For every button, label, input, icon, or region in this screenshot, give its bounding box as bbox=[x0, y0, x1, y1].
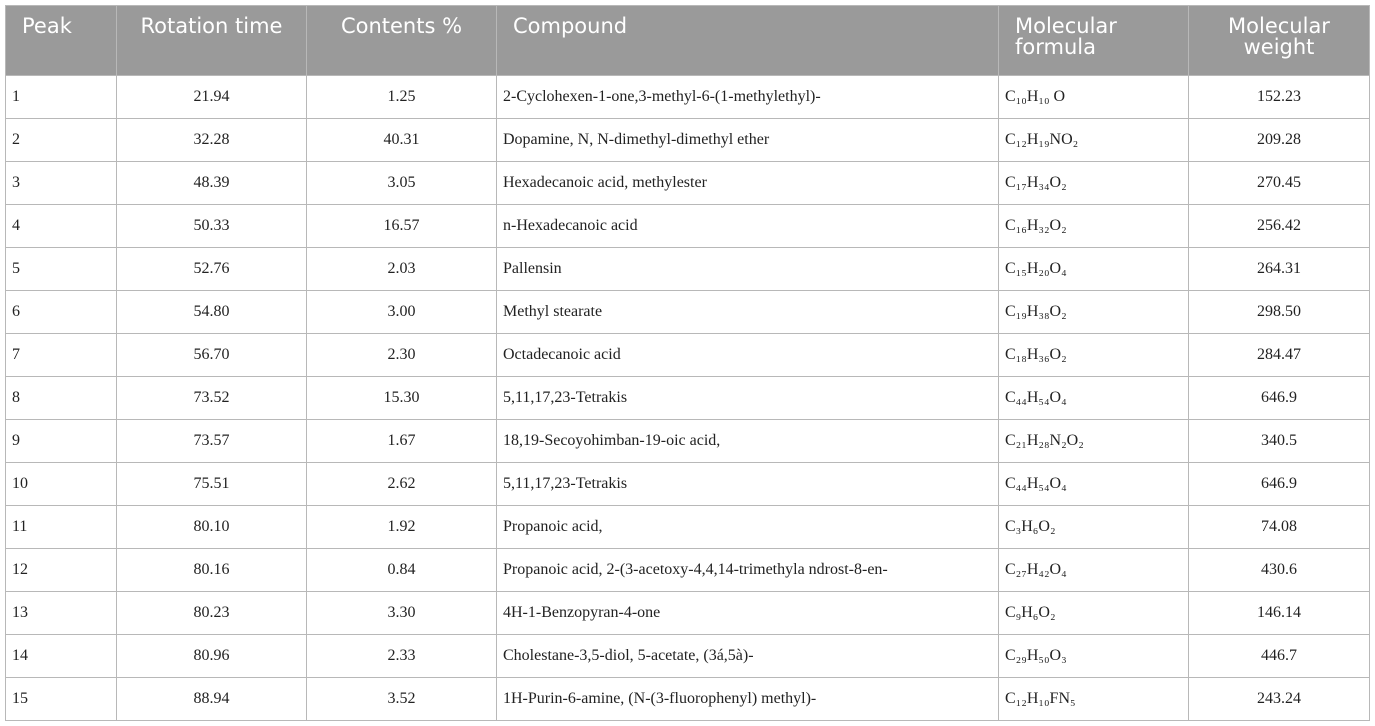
table-row bbox=[6, 678, 1370, 721]
cell-rotation-time: 88.94 bbox=[117, 678, 307, 721]
cell-formula: C₁₈H₃₆O₂ bbox=[999, 334, 1189, 377]
cell-contents: 2.30 bbox=[307, 334, 497, 377]
table-row bbox=[6, 463, 1370, 506]
cell-formula: C₂₁H₂₈N₂O₂ bbox=[999, 420, 1189, 463]
cell-weight: 209.28 bbox=[1189, 119, 1370, 162]
cell-formula: C₁₅H₂₀O₄ bbox=[999, 248, 1189, 291]
cell-compound: 18,19-Secoyohimban-19-oic acid, bbox=[497, 420, 999, 463]
cell-contents: 3.00 bbox=[307, 291, 497, 334]
cell-peak: 13 bbox=[6, 592, 117, 635]
cell-contents: 1.92 bbox=[307, 506, 497, 549]
table-row bbox=[6, 291, 1370, 334]
compounds-table bbox=[5, 5, 1370, 721]
cell-rotation-time: 54.80 bbox=[117, 291, 307, 334]
cell-compound: Hexadecanoic acid, methylester bbox=[497, 162, 999, 205]
table-row bbox=[6, 76, 1370, 119]
cell-compound: 2-Cyclohexen-1-one,3-methyl-6-(1-methylethyl)- bbox=[497, 76, 999, 119]
header-row bbox=[6, 6, 1370, 76]
cell-formula: C₁₂H₁₀FN₅ bbox=[999, 678, 1189, 721]
cell-formula: C₄₄H₅₄O₄ bbox=[999, 463, 1189, 506]
cell-peak: 5 bbox=[6, 248, 117, 291]
cell-peak: 7 bbox=[6, 334, 117, 377]
cell-formula: C₃H₆O₂ bbox=[999, 506, 1189, 549]
cell-compound: Propanoic acid, 2-(3-acetoxy-4,4,14-trimethyla ndrost-8-en- bbox=[497, 549, 999, 592]
cell-contents: 16.57 bbox=[307, 205, 497, 248]
cell-weight: 74.08 bbox=[1189, 506, 1370, 549]
cell-peak: 1 bbox=[6, 76, 117, 119]
cell-contents: 2.03 bbox=[307, 248, 497, 291]
table-row bbox=[6, 635, 1370, 678]
cell-compound: 5,11,17,23-Tetrakis bbox=[497, 463, 999, 506]
cell-formula: C₁₇H₃₄O₂ bbox=[999, 162, 1189, 205]
cell-peak: 2 bbox=[6, 119, 117, 162]
cell-peak: 12 bbox=[6, 549, 117, 592]
header-peak: Peak bbox=[6, 6, 117, 76]
table-row bbox=[6, 506, 1370, 549]
cell-weight: 298.50 bbox=[1189, 291, 1370, 334]
cell-compound: Methyl stearate bbox=[497, 291, 999, 334]
cell-compound: 5,11,17,23-Tetrakis bbox=[497, 377, 999, 420]
cell-peak: 11 bbox=[6, 506, 117, 549]
cell-rotation-time: 75.51 bbox=[117, 463, 307, 506]
cell-peak: 6 bbox=[6, 291, 117, 334]
cell-weight: 430.6 bbox=[1189, 549, 1370, 592]
cell-formula: C₁₆H₃₂O₂ bbox=[999, 205, 1189, 248]
header-rotation-time: Rotation time bbox=[117, 6, 307, 76]
header-formula: Molecular formula bbox=[999, 6, 1189, 76]
cell-contents: 2.33 bbox=[307, 635, 497, 678]
cell-compound: Propanoic acid, bbox=[497, 506, 999, 549]
cell-compound: Pallensin bbox=[497, 248, 999, 291]
cell-weight: 284.47 bbox=[1189, 334, 1370, 377]
cell-weight: 152.23 bbox=[1189, 76, 1370, 119]
cell-weight: 446.7 bbox=[1189, 635, 1370, 678]
cell-contents: 2.62 bbox=[307, 463, 497, 506]
cell-rotation-time: 80.23 bbox=[117, 592, 307, 635]
cell-contents: 3.05 bbox=[307, 162, 497, 205]
cell-peak: 3 bbox=[6, 162, 117, 205]
table-row bbox=[6, 420, 1370, 463]
cell-rotation-time: 32.28 bbox=[117, 119, 307, 162]
cell-contents: 15.30 bbox=[307, 377, 497, 420]
cell-formula: C₄₄H₅₄O₄ bbox=[999, 377, 1189, 420]
cell-rotation-time: 52.76 bbox=[117, 248, 307, 291]
cell-contents: 0.84 bbox=[307, 549, 497, 592]
header-contents: Contents % bbox=[307, 6, 497, 76]
cell-contents: 3.30 bbox=[307, 592, 497, 635]
cell-formula: C₂₇H₄₂O₄ bbox=[999, 549, 1189, 592]
table-row bbox=[6, 334, 1370, 377]
table-row bbox=[6, 549, 1370, 592]
cell-rotation-time: 56.70 bbox=[117, 334, 307, 377]
cell-formula: C₁₂H₁₉NO₂ bbox=[999, 119, 1189, 162]
header-compound: Compound bbox=[497, 6, 999, 76]
cell-contents: 1.67 bbox=[307, 420, 497, 463]
cell-peak: 15 bbox=[6, 678, 117, 721]
cell-formula: C₁₀H₁₀ O bbox=[999, 76, 1189, 119]
cell-peak: 4 bbox=[6, 205, 117, 248]
cell-compound: n-Hexadecanoic acid bbox=[497, 205, 999, 248]
cell-compound: 1H-Purin-6-amine, (N-(3-fluorophenyl) methyl)- bbox=[497, 678, 999, 721]
cell-rotation-time: 21.94 bbox=[117, 76, 307, 119]
cell-rotation-time: 73.57 bbox=[117, 420, 307, 463]
cell-compound: Cholestane-3,5-diol, 5-acetate, (3á,5à)- bbox=[497, 635, 999, 678]
table-row bbox=[6, 592, 1370, 635]
cell-formula: C₉H₆O₂ bbox=[999, 592, 1189, 635]
cell-rotation-time: 80.10 bbox=[117, 506, 307, 549]
cell-weight: 264.31 bbox=[1189, 248, 1370, 291]
cell-formula: C₂₉H₅₀O₃ bbox=[999, 635, 1189, 678]
table-row bbox=[6, 119, 1370, 162]
cell-contents: 3.52 bbox=[307, 678, 497, 721]
cell-rotation-time: 50.33 bbox=[117, 205, 307, 248]
cell-compound: Octadecanoic acid bbox=[497, 334, 999, 377]
cell-formula: C₁₉H₃₈O₂ bbox=[999, 291, 1189, 334]
cell-weight: 646.9 bbox=[1189, 377, 1370, 420]
table-row bbox=[6, 162, 1370, 205]
cell-peak: 10 bbox=[6, 463, 117, 506]
cell-rotation-time: 73.52 bbox=[117, 377, 307, 420]
cell-peak: 9 bbox=[6, 420, 117, 463]
cell-contents: 1.25 bbox=[307, 76, 497, 119]
cell-weight: 340.5 bbox=[1189, 420, 1370, 463]
cell-weight: 646.9 bbox=[1189, 463, 1370, 506]
cell-weight: 146.14 bbox=[1189, 592, 1370, 635]
cell-rotation-time: 80.96 bbox=[117, 635, 307, 678]
table-row bbox=[6, 205, 1370, 248]
cell-weight: 256.42 bbox=[1189, 205, 1370, 248]
table-row bbox=[6, 248, 1370, 291]
header-weight: Molecular weight bbox=[1189, 6, 1370, 76]
cell-compound: Dopamine, N, N-dimethyl-dimethyl ether bbox=[497, 119, 999, 162]
cell-weight: 243.24 bbox=[1189, 678, 1370, 721]
cell-compound: 4H-1-Benzopyran-4-one bbox=[497, 592, 999, 635]
cell-weight: 270.45 bbox=[1189, 162, 1370, 205]
cell-peak: 8 bbox=[6, 377, 117, 420]
cell-peak: 14 bbox=[6, 635, 117, 678]
cell-contents: 40.31 bbox=[307, 119, 497, 162]
cell-rotation-time: 48.39 bbox=[117, 162, 307, 205]
table-row bbox=[6, 377, 1370, 420]
cell-rotation-time: 80.16 bbox=[117, 549, 307, 592]
